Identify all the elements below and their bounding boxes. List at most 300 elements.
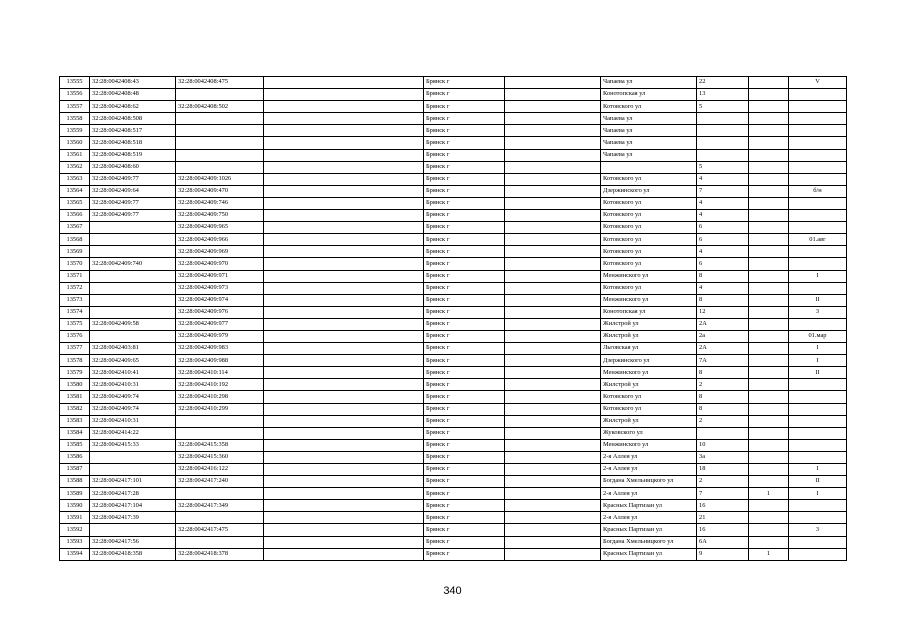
cell-row-number: 13564 (60, 185, 90, 197)
cell-blank-2 (505, 439, 601, 451)
cell-blank (264, 379, 424, 391)
cell-blank-2 (505, 330, 601, 342)
cell-street: Чапаева ул (601, 137, 697, 149)
cell-blank (264, 149, 424, 161)
cell-blank-2 (505, 197, 601, 209)
cell-city: Брянск г (424, 427, 505, 439)
cell-house-number: 6А (697, 536, 749, 548)
cell-row-number: 13565 (60, 197, 90, 209)
cell-city: Брянск г (424, 89, 505, 101)
cell-city: Брянск г (424, 210, 505, 222)
cell-house-number: 9 (697, 548, 749, 560)
cell-blank (264, 306, 424, 318)
cell-apartment: V (789, 77, 847, 89)
cell-building (749, 173, 789, 185)
cell-object-number: 32:28:0042408:502 (176, 101, 264, 113)
cell-apartment (789, 439, 847, 451)
cell-city: Брянск г (424, 415, 505, 427)
cell-apartment (789, 536, 847, 548)
cell-apartment (789, 379, 847, 391)
cell-blank (264, 101, 424, 113)
cell-row-number: 13591 (60, 512, 90, 524)
cell-row-number: 13589 (60, 488, 90, 500)
cell-object-number: 32:28:0042409:988 (176, 355, 264, 367)
cell-building (749, 500, 789, 512)
cell-apartment (789, 258, 847, 270)
cell-street: Жилстрой ул (601, 330, 697, 342)
cell-cadastral-number: 32:28:0042409:58 (90, 318, 176, 330)
cell-house-number: 2 (697, 379, 749, 391)
cell-apartment (789, 415, 847, 427)
table-row (60, 379, 847, 391)
cell-row-number: 13573 (60, 294, 90, 306)
cell-house-number: 8 (697, 391, 749, 403)
cell-street: 2-я Аллея ул (601, 451, 697, 463)
cell-building (749, 222, 789, 234)
cell-house-number (697, 125, 749, 137)
cell-row-number: 13560 (60, 137, 90, 149)
cell-house-number: 8 (697, 403, 749, 415)
cell-house-number: 13 (697, 89, 749, 101)
cell-apartment (789, 451, 847, 463)
cell-cadastral-number: 32:28:0042417:28 (90, 488, 176, 500)
cell-object-number: 32:28:0042409:971 (176, 270, 264, 282)
page-number: 340 (443, 585, 462, 597)
cell-street: Чапаева ул (601, 77, 697, 89)
cell-street: Красных Партизан ул (601, 548, 697, 560)
cell-cadastral-number: 32:28:0042408:48 (90, 89, 176, 101)
cell-blank (264, 500, 424, 512)
cell-row-number: 13563 (60, 173, 90, 185)
cell-blank-2 (505, 524, 601, 536)
cell-building (749, 149, 789, 161)
cell-building (749, 270, 789, 282)
cell-cadastral-number: 32:28:0042409:74 (90, 403, 176, 415)
cell-cadastral-number (90, 330, 176, 342)
cell-blank (264, 330, 424, 342)
cell-building (749, 343, 789, 355)
cell-row-number: 13555 (60, 77, 90, 89)
cell-blank-2 (505, 137, 601, 149)
table-row (60, 294, 847, 306)
cell-cadastral-number: 32:28:0042409:77 (90, 210, 176, 222)
cell-blank (264, 185, 424, 197)
table-row (60, 270, 847, 282)
cell-apartment (789, 318, 847, 330)
cell-row-number: 13593 (60, 536, 90, 548)
cell-city: Брянск г (424, 476, 505, 488)
cell-blank-2 (505, 149, 601, 161)
cell-object-number (176, 512, 264, 524)
cell-cadastral-number (90, 524, 176, 536)
cell-cadastral-number: 32:28:0042409:740 (90, 258, 176, 270)
cell-blank (264, 439, 424, 451)
cell-house-number: 8 (697, 270, 749, 282)
cell-street: Котовского ул (601, 234, 697, 246)
cell-house-number: 12 (697, 306, 749, 318)
cell-city: Брянск г (424, 391, 505, 403)
table-row (60, 161, 847, 173)
cell-street: Менжинского ул (601, 439, 697, 451)
cell-blank (264, 524, 424, 536)
cell-building (749, 137, 789, 149)
table-row (60, 343, 847, 355)
cell-blank (264, 427, 424, 439)
table-row (60, 89, 847, 101)
cell-object-number: 32:28:0042418:378 (176, 548, 264, 560)
cell-blank (264, 512, 424, 524)
cell-house-number: 21 (697, 512, 749, 524)
cell-cadastral-number (90, 464, 176, 476)
table-row (60, 391, 847, 403)
cell-house-number: 16 (697, 524, 749, 536)
cell-building (749, 77, 789, 89)
cell-building (749, 210, 789, 222)
cell-row-number: 13582 (60, 403, 90, 415)
cell-object-number: 32:28:0042410:114 (176, 367, 264, 379)
cell-cadastral-number: 32:28:0042417:104 (90, 500, 176, 512)
cell-object-number: 32:28:0042409:1026 (176, 173, 264, 185)
table-row (60, 476, 847, 488)
cell-blank-2 (505, 185, 601, 197)
cell-object-number: 32:28:0042409:977 (176, 318, 264, 330)
cell-apartment (789, 101, 847, 113)
cell-building (749, 258, 789, 270)
cell-row-number: 13594 (60, 548, 90, 560)
table-row (60, 113, 847, 125)
table-row (60, 330, 847, 342)
table-row (60, 258, 847, 270)
cell-apartment (789, 113, 847, 125)
cell-building (749, 512, 789, 524)
cell-object-number: 32:28:0042416:122 (176, 464, 264, 476)
cell-house-number: 4 (697, 282, 749, 294)
cell-street: Менжинского ул (601, 270, 697, 282)
cell-city: Брянск г (424, 318, 505, 330)
cell-city: Брянск г (424, 197, 505, 209)
table-row (60, 451, 847, 463)
cell-cadastral-number: 32:28:0042403:81 (90, 343, 176, 355)
table-row (60, 137, 847, 149)
table-row (60, 210, 847, 222)
table-row (60, 427, 847, 439)
cell-row-number: 13571 (60, 270, 90, 282)
cell-object-number (176, 536, 264, 548)
cell-street: Богдана Хмельницкого ул (601, 476, 697, 488)
cell-building (749, 367, 789, 379)
cell-apartment: I (789, 270, 847, 282)
table-row (60, 512, 847, 524)
cell-blank (264, 282, 424, 294)
cell-blank-2 (505, 270, 601, 282)
cell-apartment (789, 197, 847, 209)
cell-city: Брянск г (424, 149, 505, 161)
cell-city: Брянск г (424, 512, 505, 524)
cell-row-number: 13562 (60, 161, 90, 173)
table-row (60, 173, 847, 185)
cell-building (749, 113, 789, 125)
cell-street: Льговская ул (601, 343, 697, 355)
cell-house-number (697, 149, 749, 161)
cell-blank-2 (505, 161, 601, 173)
cell-blank (264, 403, 424, 415)
cell-street: Чапаева ул (601, 113, 697, 125)
cell-blank-2 (505, 113, 601, 125)
table-body (60, 77, 847, 561)
cell-blank-2 (505, 294, 601, 306)
cell-street: Жилстрой ул (601, 379, 697, 391)
cell-city: Брянск г (424, 282, 505, 294)
cell-house-number: 8 (697, 367, 749, 379)
cell-row-number: 13585 (60, 439, 90, 451)
cell-object-number (176, 488, 264, 500)
cell-row-number: 13581 (60, 391, 90, 403)
cell-city: Брянск г (424, 536, 505, 548)
cell-cadastral-number: 32:28:0042417:56 (90, 536, 176, 548)
cell-city: Брянск г (424, 403, 505, 415)
cell-cadastral-number: 32:28:0042417:39 (90, 512, 176, 524)
cell-street (601, 161, 697, 173)
cell-object-number: 32:28:0042409:470 (176, 185, 264, 197)
cell-blank-2 (505, 548, 601, 560)
cell-cadastral-number: 32:28:0042408:43 (90, 77, 176, 89)
cell-blank (264, 210, 424, 222)
cell-blank-2 (505, 318, 601, 330)
cell-blank-2 (505, 234, 601, 246)
cell-blank-2 (505, 536, 601, 548)
cell-apartment (789, 403, 847, 415)
cell-object-number (176, 89, 264, 101)
cell-city: Брянск г (424, 161, 505, 173)
cell-blank (264, 488, 424, 500)
cell-row-number: 13559 (60, 125, 90, 137)
cell-cadastral-number: 32:28:0042408:62 (90, 101, 176, 113)
cell-apartment (789, 500, 847, 512)
cell-apartment (789, 137, 847, 149)
table-row (60, 234, 847, 246)
cell-object-number: 32:28:0042409:974 (176, 294, 264, 306)
cell-apartment (789, 161, 847, 173)
table-row (60, 500, 847, 512)
cell-house-number: 6 (697, 258, 749, 270)
table-row (60, 282, 847, 294)
cell-object-number: 32:28:0042410:299 (176, 403, 264, 415)
cell-building (749, 379, 789, 391)
cell-house-number (697, 427, 749, 439)
cell-city: Брянск г (424, 270, 505, 282)
cell-blank (264, 294, 424, 306)
cell-object-number: 32:28:0042408:475 (176, 77, 264, 89)
cell-street: Котовского ул (601, 403, 697, 415)
cell-object-number: 32:28:0042409:983 (176, 343, 264, 355)
cell-house-number: 7 (697, 488, 749, 500)
cell-blank (264, 548, 424, 560)
cell-street: Жилстрой ул (601, 318, 697, 330)
cell-city: Брянск г (424, 246, 505, 258)
cell-street: Котовского ул (601, 282, 697, 294)
cell-house-number: 4 (697, 173, 749, 185)
cell-apartment (789, 210, 847, 222)
cell-cadastral-number: 32:28:0042409:74 (90, 391, 176, 403)
cell-object-number: 32:28:0042409:973 (176, 282, 264, 294)
cell-object-number: 32:28:0042409:979 (176, 330, 264, 342)
cell-city: Брянск г (424, 367, 505, 379)
cell-apartment: II (789, 367, 847, 379)
cell-blank-2 (505, 451, 601, 463)
cell-street: Котовского ул (601, 197, 697, 209)
cell-row-number: 13572 (60, 282, 90, 294)
cell-blank-2 (505, 415, 601, 427)
cell-city: Брянск г (424, 439, 505, 451)
cell-apartment (789, 89, 847, 101)
cell-row-number: 13570 (60, 258, 90, 270)
cell-house-number: 2 (697, 476, 749, 488)
cell-row-number: 13575 (60, 318, 90, 330)
cadastral-table (59, 76, 847, 561)
cell-row-number: 13557 (60, 101, 90, 113)
cell-street: Котовского ул (601, 222, 697, 234)
cell-cadastral-number: 32:28:0042408:518 (90, 137, 176, 149)
cell-city: Брянск г (424, 488, 505, 500)
table-row (60, 306, 847, 318)
cell-blank (264, 137, 424, 149)
cell-cadastral-number (90, 234, 176, 246)
cell-house-number: 6 (697, 234, 749, 246)
cell-object-number (176, 137, 264, 149)
table-row (60, 488, 847, 500)
cell-object-number: 32:28:0042409:969 (176, 246, 264, 258)
cell-city: Брянск г (424, 173, 505, 185)
cell-house-number: 16 (697, 500, 749, 512)
cell-row-number: 13584 (60, 427, 90, 439)
table-row (60, 125, 847, 137)
cell-city: Брянск г (424, 500, 505, 512)
cell-object-number: 32:28:0042409:750 (176, 210, 264, 222)
cell-apartment: 01.мар (789, 330, 847, 342)
cell-blank-2 (505, 355, 601, 367)
cell-street: 2-я Аллея ул (601, 512, 697, 524)
cell-object-number (176, 415, 264, 427)
cell-house-number: 6 (697, 222, 749, 234)
cell-cadastral-number (90, 306, 176, 318)
cell-cadastral-number: 32:28:0042409:65 (90, 355, 176, 367)
cell-city: Брянск г (424, 294, 505, 306)
cell-building (749, 439, 789, 451)
cell-cadastral-number: 32:28:0042409:64 (90, 185, 176, 197)
cell-building (749, 294, 789, 306)
cell-blank (264, 258, 424, 270)
table-row (60, 536, 847, 548)
table-row (60, 222, 847, 234)
cell-apartment (789, 548, 847, 560)
table-row (60, 197, 847, 209)
cell-building (749, 536, 789, 548)
table-row (60, 318, 847, 330)
cell-row-number: 13577 (60, 343, 90, 355)
cell-apartment: II (789, 294, 847, 306)
cell-city: Брянск г (424, 548, 505, 560)
cell-cadastral-number (90, 294, 176, 306)
cell-object-number: 32:28:0042417:349 (176, 500, 264, 512)
cell-city: Брянск г (424, 101, 505, 113)
cell-city: Брянск г (424, 258, 505, 270)
cell-row-number: 13556 (60, 89, 90, 101)
cell-object-number: 32:28:0042409:746 (176, 197, 264, 209)
cell-blank (264, 464, 424, 476)
cell-house-number: 3а (697, 451, 749, 463)
cell-building (749, 451, 789, 463)
cell-row-number: 13588 (60, 476, 90, 488)
cell-row-number: 13587 (60, 464, 90, 476)
cell-street: Менжинского ул (601, 367, 697, 379)
table-row (60, 548, 847, 560)
cell-apartment (789, 246, 847, 258)
cell-street: Красных Партизан ул (601, 524, 697, 536)
cell-building (749, 391, 789, 403)
cell-blank (264, 536, 424, 548)
cell-city: Брянск г (424, 464, 505, 476)
cell-blank-2 (505, 427, 601, 439)
cell-city: Брянск г (424, 524, 505, 536)
cell-blank (264, 125, 424, 137)
cell-blank (264, 89, 424, 101)
cell-street: 2-я Аллея ул (601, 488, 697, 500)
cell-street: Конотопская ул (601, 306, 697, 318)
cell-cadastral-number: 32:28:0042408:517 (90, 125, 176, 137)
cell-street: Чапаева ул (601, 149, 697, 161)
table-row (60, 149, 847, 161)
cell-object-number: 32:28:0042409:970 (176, 258, 264, 270)
cell-cadastral-number (90, 222, 176, 234)
cell-apartment: I (789, 488, 847, 500)
cell-object-number: 32:28:0042417:240 (176, 476, 264, 488)
cell-blank-2 (505, 403, 601, 415)
cell-blank-2 (505, 343, 601, 355)
cell-blank (264, 318, 424, 330)
cell-apartment: 3 (789, 306, 847, 318)
cell-cadastral-number (90, 246, 176, 258)
cell-apartment (789, 427, 847, 439)
cell-apartment: I (789, 464, 847, 476)
cell-house-number: 10 (697, 439, 749, 451)
cell-building (749, 246, 789, 258)
cell-cadastral-number: 32:28:0042410:31 (90, 379, 176, 391)
cell-blank (264, 367, 424, 379)
cell-object-number (176, 161, 264, 173)
cell-blank (264, 343, 424, 355)
cell-blank-2 (505, 488, 601, 500)
cell-building (749, 476, 789, 488)
cell-house-number (697, 113, 749, 125)
cell-building (749, 464, 789, 476)
cell-street: Котовского ул (601, 391, 697, 403)
table-row (60, 403, 847, 415)
cell-object-number (176, 149, 264, 161)
cell-house-number: 18 (697, 464, 749, 476)
cell-row-number: 13578 (60, 355, 90, 367)
cell-city: Брянск г (424, 330, 505, 342)
cell-row-number: 13583 (60, 415, 90, 427)
cell-street: Котовского ул (601, 258, 697, 270)
cell-street: Жуковского ул (601, 427, 697, 439)
cell-blank-2 (505, 367, 601, 379)
cell-blank (264, 476, 424, 488)
cell-building (749, 355, 789, 367)
cell-object-number: 32:28:0042410:298 (176, 391, 264, 403)
cell-building (749, 197, 789, 209)
cell-cadastral-number: 32:28:0042418:358 (90, 548, 176, 560)
cell-house-number (697, 137, 749, 149)
